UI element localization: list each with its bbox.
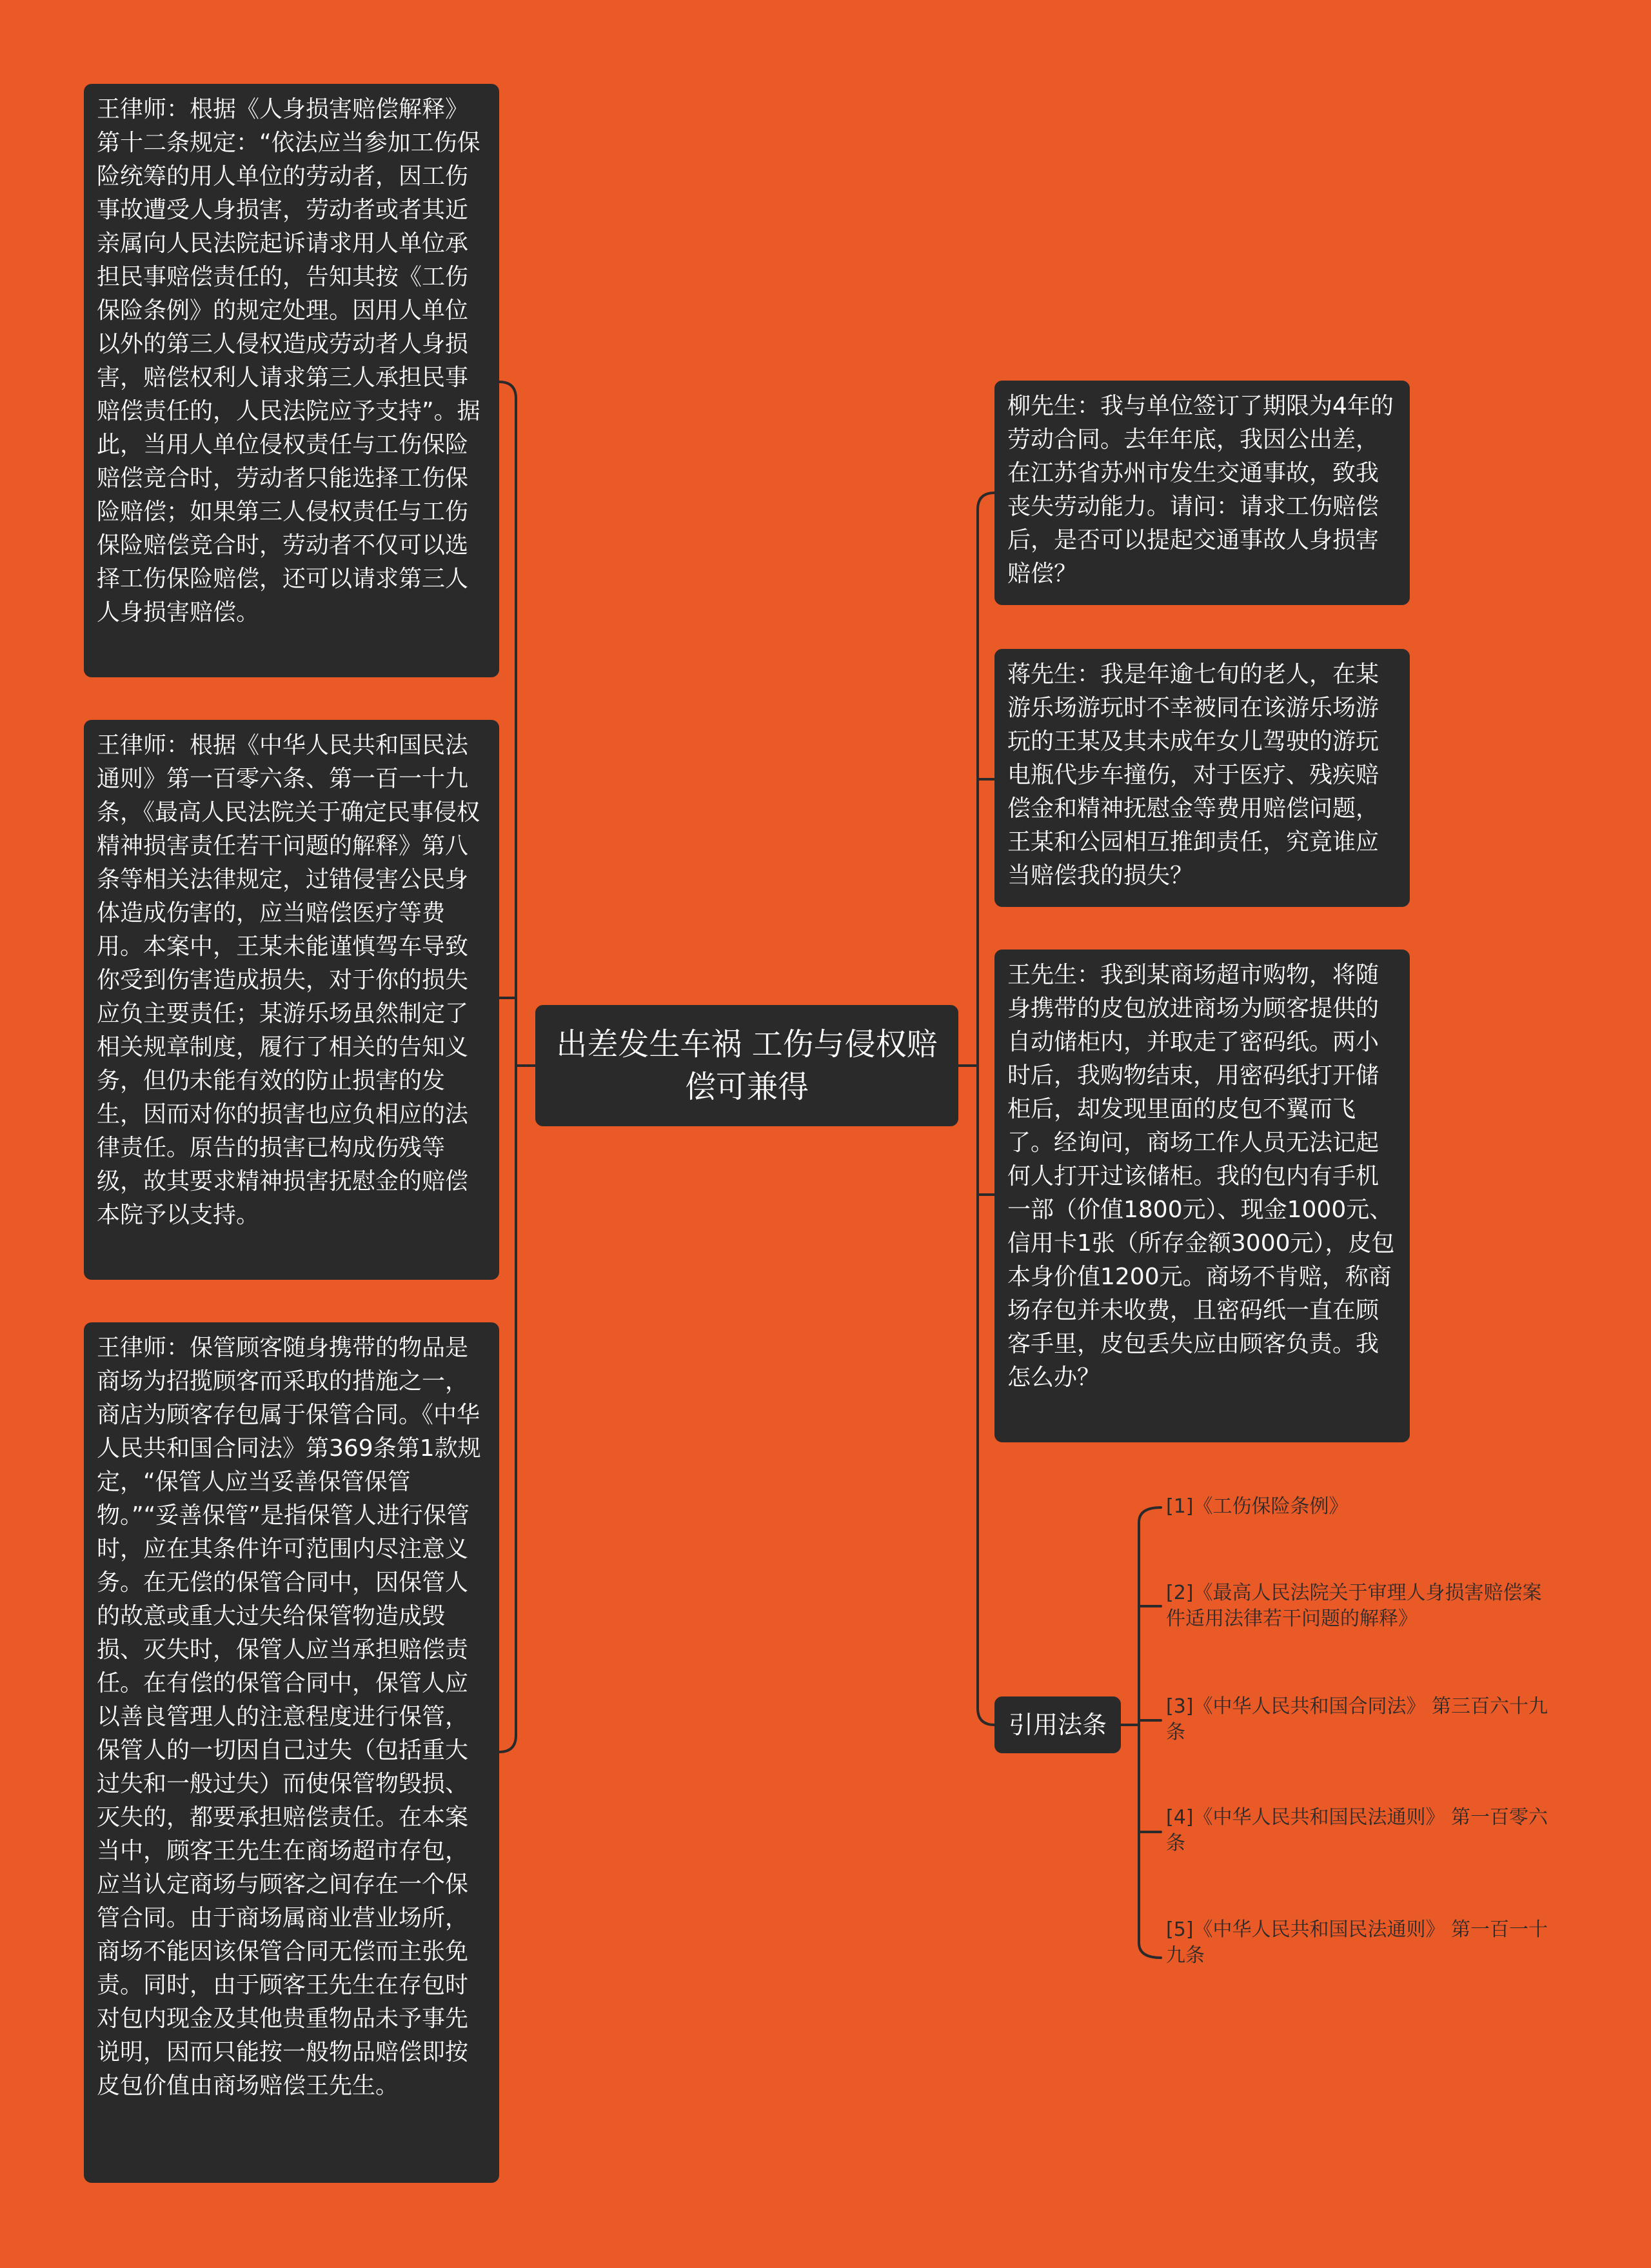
answer-node-1[interactable] bbox=[84, 84, 499, 677]
question-node-1[interactable] bbox=[994, 381, 1410, 605]
answer-node-2[interactable] bbox=[84, 720, 499, 1280]
citation-item-3[interactable]: [3]《中华人民共和国合同法》 第三百六十九条 bbox=[1166, 1695, 1548, 1744]
answer-text-3: 王律师：保管顾客随身携带的物品是商场为招揽顾客而采取的措施之一，商店为顾客存包属于保管合同。《中华人民共和国合同法》第369条第1款规定，“保管人应当妥善保管保管物。”“妥善保管”是指保管人进行保管时，应在其条件许可范围内尽注意义务。在无偿的保管合同中，因保管人的故意或重大过失给保管物造成毁损、灭失时，保管人应当承担赔偿责任。在有偿的保管合同中，保管人应以善良管理人的注意程度进行保管，保管人的一切因自己过失（包括重大过失和一般过失）而使保管物毁损、灭失的，都要承担赔偿责任。在本案当中，顾客王先生在商场超市存包，应当认定商场与顾客之间存在一个保管合同。由于商场属商业营业场所，商场不能因该保管合同无偿而主张免责。同时，由于顾客王先生在存包时对包内现金及其他贵重物品未予事先说明，因而只能按一般物品赔偿即按皮包价值由商场赔偿王先生。 bbox=[97, 1335, 481, 2099]
question-text-3: 王先生：我到某商场超市购物，将随身携带的皮包放进商场为顾客提供的自动储柜内，并取走了密码纸。两小时后，我购物结束，用密码纸打开储柜后，却发现里面的皮包不翼而飞了。经询问，商场工作人员无法记起何人打开过该储柜。我的包内有手机一部（价值1800元）、现金1000元、信用卡1张（所存金额3000元），皮包本身价值1200元。商场不肯赔，称商场存包并未收费，且密码纸一直在顾客手里，皮包丢失应由顾客负责。我怎么办？ bbox=[1007, 962, 1395, 1391]
citation-item-2[interactable]: [2]《最高人民法院关于审理人身损害赔偿案件适用法律若干问题的解释》 bbox=[1166, 1582, 1542, 1630]
citations-label: 引用法条 bbox=[1009, 1711, 1107, 1739]
root-topic-title: 出差发生车祸 工伤与侵权赔偿可兼得 bbox=[556, 1026, 938, 1105]
answer-node-3[interactable] bbox=[84, 1322, 499, 2183]
citation-item-5[interactable]: [5]《中华人民共和国民法通则》 第一百一十九条 bbox=[1166, 1918, 1548, 1967]
citation-item-4[interactable]: [4]《中华人民共和国民法通则》 第一百零六条 bbox=[1166, 1806, 1548, 1855]
question-text-1: 柳先生：我与单位签订了期限为4年的劳动合同。去年年底，我因公出差，在江苏省苏州市发生交通事故，致我丧失劳动能力。请问：请求工伤赔偿后，是否可以提起交通事故人身损害赔偿？ bbox=[1007, 393, 1394, 587]
question-node-3[interactable] bbox=[994, 950, 1410, 1442]
answer-text-2: 王律师：根据《中华人民共和国民法通则》第一百零六条、第一百一十九条，《最高人民法院关于确定民事侵权精神损害责任若干问题的解释》第八条等相关法律规定，过错侵害公民身体造成伤害的，应当赔偿医疗等费用。本案中，王某未能谨慎驾车导致你受到伤害造成损失，对于你的损失应负主要责任；某游乐场虽然制定了相关规章制度，履行了相关的告知义务，但仍未能有效的防止损害的发生，因而对你的损害也应负相应的法律责任。原告的损害已构成伤残等级，故其要求精神损害抚慰金的赔偿本院予以支持。 bbox=[97, 732, 480, 1228]
connector-left-spine bbox=[499, 382, 516, 1752]
answer-text-1: 王律师：根据《人身损害赔偿解释》第十二条规定：“依法应当参加工伤保险统筹的用人单位的劳动者，因工伤事故遭受人身损害，劳动者或者其近亲属向人民法院起诉请求用人单位承担民事赔偿责任的，告知其按《工伤保险条例》的规定处理。因用人单位以外的第三人侵权造成劳动者人身损害，赔偿权利人请求第三人承担民事赔偿责任的，人民法院应予支持”。据此，当用人单位侵权责任与工伤保险赔偿竞合时，劳动者只能选择工伤保险赔偿；如果第三人侵权责任与工伤保险赔偿竞合时，劳动者不仅可以选择工伤保险赔偿，还可以请求第三人人身损害赔偿。 bbox=[97, 96, 480, 626]
connector-cite-spine bbox=[1139, 1507, 1161, 1958]
connector-right-spine bbox=[978, 493, 994, 1725]
root-topic-node[interactable] bbox=[535, 1005, 958, 1126]
question-node-2[interactable] bbox=[994, 649, 1410, 907]
citation-item-1[interactable]: [1]《工伤保险条例》 bbox=[1166, 1495, 1349, 1518]
question-text-2: 蒋先生：我是年逾七旬的老人，在某游乐场游玩时不幸被同在该游乐场游玩的王某及其未成年女儿驾驶的游玩电瓶代步车撞伤，对于医疗、残疾赔偿金和精神抚慰金等费用赔偿问题，王某和公园相互推卸责任，究竟谁应当赔偿我的损失？ bbox=[1007, 661, 1379, 889]
citations-node[interactable] bbox=[994, 1696, 1121, 1753]
